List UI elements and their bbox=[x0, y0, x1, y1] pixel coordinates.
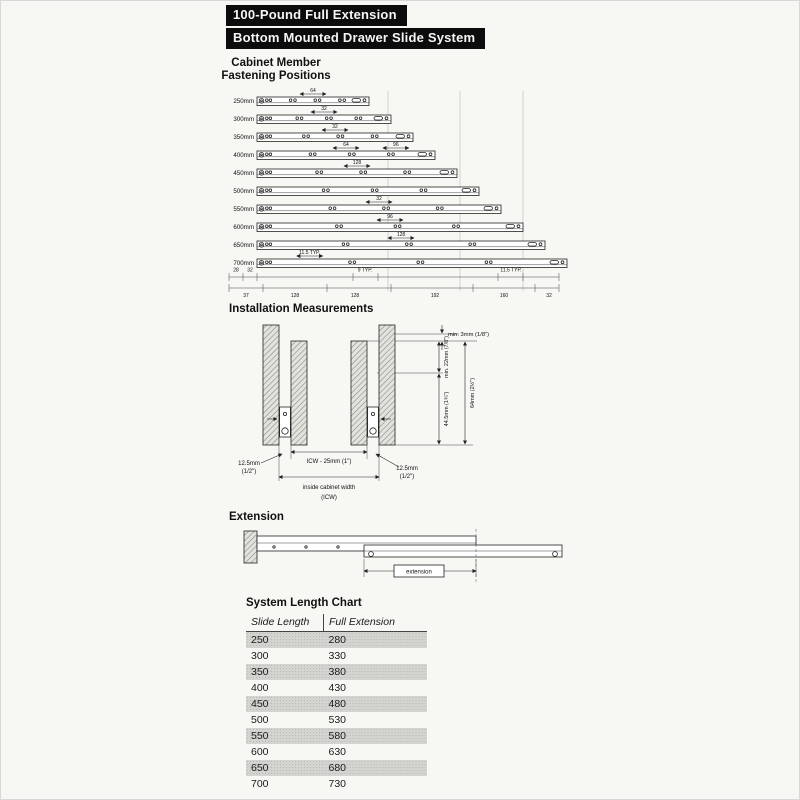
table-cell: 330 bbox=[328, 650, 347, 662]
svg-text:37: 37 bbox=[243, 293, 249, 299]
table-cell: 550 bbox=[251, 730, 269, 742]
drawer-width-label: ICW - 25mm (1") bbox=[306, 459, 352, 465]
min-depth-label: min. 22mm (7/8") bbox=[444, 336, 450, 378]
svg-text:64: 64 bbox=[343, 142, 349, 149]
table-row bbox=[246, 776, 427, 792]
cabinet-wall-right bbox=[379, 325, 395, 445]
extension-diagram bbox=[226, 525, 586, 595]
drawer-member-extended bbox=[364, 545, 562, 557]
slide-row-600mm bbox=[233, 214, 523, 231]
svg-text:28: 28 bbox=[233, 267, 239, 274]
clearance-left-label2: (1/2") bbox=[241, 469, 257, 475]
table-cell: 300 bbox=[251, 650, 269, 662]
svg-text:32: 32 bbox=[332, 124, 338, 131]
length-table bbox=[246, 614, 427, 792]
svg-text:32: 32 bbox=[321, 106, 327, 113]
clearance-right-label2: (1/2") bbox=[399, 474, 415, 480]
slide-row-450mm bbox=[233, 160, 457, 177]
clearance-right-label: 12.5mm bbox=[396, 466, 418, 472]
svg-text:400mm: 400mm bbox=[233, 152, 254, 159]
fastening-heading-line1: Cabinet Member bbox=[231, 57, 321, 69]
slide-row-650mm bbox=[233, 232, 545, 249]
slide-row-300mm bbox=[233, 106, 391, 123]
table-cell: 380 bbox=[328, 666, 347, 678]
col-header-full-extension: Full Extension bbox=[324, 614, 428, 632]
table-cell: 680 bbox=[328, 762, 347, 774]
extension-heading: Extension bbox=[229, 511, 284, 523]
title-bar-line2: Bottom Mounted Drawer Slide System bbox=[226, 28, 485, 49]
table-cell: 650 bbox=[251, 762, 269, 774]
svg-text:700mm: 700mm bbox=[233, 260, 254, 267]
col-header-slide-length: Slide Length bbox=[246, 614, 324, 632]
drawer-side-right bbox=[351, 341, 367, 445]
svg-text:128: 128 bbox=[290, 293, 300, 299]
svg-text:250mm: 250mm bbox=[233, 98, 254, 105]
icw-label-line2: (ICW) bbox=[321, 495, 337, 501]
table-cell: 400 bbox=[251, 682, 269, 694]
svg-text:32: 32 bbox=[546, 293, 552, 299]
installation-heading: Installation Measurements bbox=[229, 303, 374, 315]
svg-text:128: 128 bbox=[396, 232, 406, 239]
svg-text:600mm: 600mm bbox=[233, 224, 254, 231]
table-cell: 500 bbox=[251, 714, 269, 726]
min-gap-label: min. 3mm (1/8") bbox=[448, 332, 490, 338]
svg-text:650mm: 650mm bbox=[233, 242, 254, 249]
table-row bbox=[246, 696, 427, 712]
fastening-positions-diagram bbox=[223, 85, 583, 300]
table-cell: 580 bbox=[328, 730, 347, 742]
fastening-heading-line2: Fastening Positions bbox=[221, 70, 331, 82]
table-cell: 280 bbox=[328, 634, 347, 646]
slide-row-250mm bbox=[233, 88, 369, 105]
slide-member-right bbox=[368, 407, 379, 437]
table-cell: 250 bbox=[251, 634, 269, 646]
svg-text:11.5 TYP.: 11.5 TYP. bbox=[500, 267, 522, 274]
svg-text:550mm: 550mm bbox=[233, 206, 254, 213]
table-row bbox=[246, 760, 427, 776]
table-cell: 700 bbox=[251, 778, 269, 790]
table-cell: 530 bbox=[328, 714, 347, 726]
cabinet-wall-left bbox=[263, 325, 279, 445]
dim-445-label: 44.5mm (1¾") bbox=[444, 391, 450, 427]
chart-heading: System Length Chart bbox=[246, 597, 362, 609]
slide-row-500mm bbox=[233, 187, 479, 196]
svg-text:450mm: 450mm bbox=[233, 170, 254, 177]
icw-label-line1: inside cabinet width bbox=[302, 485, 356, 491]
svg-text:500mm: 500mm bbox=[233, 188, 254, 195]
title-bar-line1: 100-Pound Full Extension bbox=[226, 5, 407, 26]
table-cell: 450 bbox=[251, 698, 269, 710]
table-row bbox=[246, 744, 427, 760]
slide-member-left bbox=[280, 407, 291, 437]
fastening-heading bbox=[220, 57, 332, 83]
svg-text:350mm: 350mm bbox=[233, 134, 254, 141]
table-row bbox=[246, 728, 427, 744]
svg-text:160: 160 bbox=[499, 293, 509, 299]
dim-64-label: 64mm (2½") bbox=[470, 377, 476, 409]
table-cell: 730 bbox=[328, 778, 347, 790]
table-cell: 430 bbox=[328, 682, 347, 694]
table-cell: 480 bbox=[328, 698, 347, 710]
svg-text:32: 32 bbox=[376, 196, 382, 203]
slide-row-550mm bbox=[233, 196, 501, 213]
slide-row-350mm bbox=[233, 124, 413, 141]
svg-text:9 TYP.: 9 TYP. bbox=[357, 267, 373, 274]
clearance-left-label: 12.5mm bbox=[238, 461, 260, 467]
svg-text:300mm: 300mm bbox=[233, 116, 254, 123]
svg-text:192: 192 bbox=[430, 293, 440, 299]
table-cell: 630 bbox=[328, 746, 347, 758]
table-row bbox=[246, 648, 427, 664]
extension-label: extension bbox=[406, 569, 432, 576]
svg-text:128: 128 bbox=[350, 293, 360, 299]
table-cell: 600 bbox=[251, 746, 269, 758]
svg-text:96: 96 bbox=[393, 142, 399, 149]
clearance-right-leader bbox=[376, 454, 399, 467]
slide-row-400mm bbox=[233, 142, 435, 159]
table-row bbox=[246, 632, 427, 649]
table-row bbox=[246, 712, 427, 728]
svg-text:64: 64 bbox=[310, 88, 316, 95]
table-row bbox=[246, 680, 427, 696]
table-cell: 350 bbox=[251, 666, 269, 678]
svg-text:96: 96 bbox=[387, 214, 393, 221]
slide-row-700mm bbox=[233, 250, 567, 267]
system-length-chart bbox=[246, 597, 427, 792]
svg-text:128: 128 bbox=[352, 160, 362, 167]
drawer-side-left bbox=[291, 341, 307, 445]
svg-text:32: 32 bbox=[247, 267, 253, 274]
table-row bbox=[246, 664, 427, 680]
svg-text:11.5 TYP.: 11.5 TYP. bbox=[299, 250, 321, 257]
cabinet-front-section bbox=[244, 531, 257, 563]
table-header-row bbox=[246, 614, 427, 632]
installation-diagram bbox=[227, 319, 527, 509]
